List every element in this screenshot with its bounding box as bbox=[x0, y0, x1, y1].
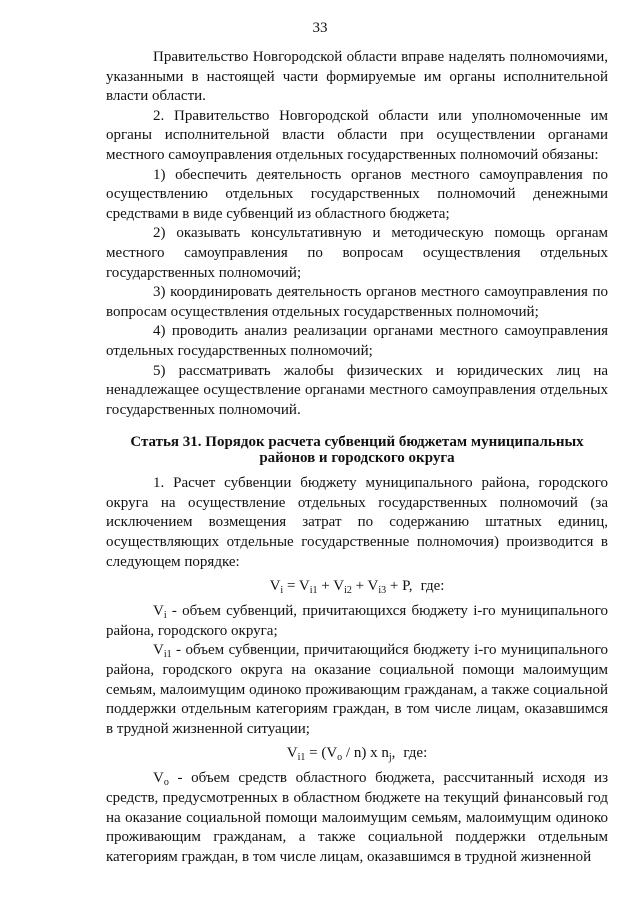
paragraph: 1. Расчет субвенции бюджету муниципального района, городского округа на осуществление отдельных государственных полномочий (за исключением возмещения затрат по содержанию штатных единиц, осуществляющих отдельные государственные полномочия) производится в следующем порядке: bbox=[106, 475, 608, 570]
list-item: 4) проводить анализ реализации органами местного самоуправления отдельных государственных полномочий; bbox=[106, 323, 608, 359]
list-item: 2) оказывать консультативную и методическую помощь органам местного самоуправления по вопросам осуществления отдельных государственных полномочий; bbox=[106, 225, 608, 281]
formula-symbol: V bbox=[298, 578, 310, 595]
formula-subscript: j bbox=[388, 752, 392, 764]
formula-operator: + bbox=[317, 578, 334, 595]
formula-symbol: V bbox=[286, 745, 298, 762]
definition-text: - объем средств областного бюджета, рассчитанный исходя из средств, предусмотренных в областном бюджете на текущий финансовый год на оказание социальной помощи малоимущим семьям, малоимущим одиноко проживающим гражданам, а также социальной поддержки отдельным категориям граждан, в том числе лицам, оказавшимся в трудной жизненной bbox=[106, 770, 608, 865]
definition-vi1 bbox=[106, 641, 608, 739]
formula-subscript: i1 bbox=[309, 585, 318, 597]
formula-operator: + bbox=[351, 578, 368, 595]
formula-subscript: i1 bbox=[297, 752, 306, 764]
formula-symbol: V bbox=[269, 578, 281, 595]
definition-text: - объем субвенций, причитающихся бюджету i-го муниципального района, городского округа; bbox=[106, 603, 608, 639]
definition-symbol: V bbox=[153, 770, 164, 787]
definition-subscript: i1 bbox=[163, 649, 172, 661]
formula-operator: = bbox=[283, 578, 299, 595]
formula-subscript: i2 bbox=[344, 585, 352, 597]
definition-subscript: o bbox=[163, 777, 169, 789]
list-item: 1) обеспечить деятельность органов местного самоуправления по осуществлению отдельных государственных полномочий денежными средствами в виде субвенций из областного бюджета; bbox=[106, 166, 608, 222]
formula-vi1 bbox=[106, 743, 608, 763]
formula-comma: , bbox=[391, 745, 396, 762]
paragraph: 2. Правительство Новгородской области или уполномоченные им органы исполнительной власти области при осуществлении органами местного самоуправления отдельных государственных полномочий обязаны: bbox=[106, 107, 608, 163]
definition-symbol: V bbox=[153, 642, 164, 659]
definition-vi bbox=[106, 602, 608, 641]
paragraph: Правительство Новгородской области вправе наделять полномочиями, указанными в настоящей части формируемые им органы исполнительной власти области. bbox=[106, 49, 608, 105]
page-number: 33 bbox=[312, 20, 328, 36]
formula-subscript: i bbox=[280, 585, 284, 597]
list-item: 5) рассматривать жалобы физических и юридических лиц на ненадлежащее осуществление органами местного самоуправления отдельных государственных полномочий. bbox=[106, 362, 608, 418]
definition-vo bbox=[106, 769, 608, 867]
formula-symbol: V bbox=[333, 578, 345, 595]
formula-subscript: i3 bbox=[378, 585, 387, 597]
definition-text: - объем субвенции, причитающийся бюджету i-го муниципального района, городского округа на оказание социальной помощи малоимущим семьям, малоимущим одиноко проживающим гражданам, а также социальной поддержки отдельным категориям граждан, в том числе лицам, оказавшимся в трудной жизненной ситуации; bbox=[106, 642, 608, 737]
formula-middle: = (V bbox=[305, 745, 338, 762]
section-gap bbox=[106, 420, 608, 434]
formula-tail: + P, bbox=[386, 578, 413, 595]
formula-subscript: o bbox=[337, 752, 343, 764]
list-item: 3) координировать деятельность органов местного самоуправления по вопросам осуществления отдельных государственных полномочий; bbox=[106, 284, 608, 320]
article-heading bbox=[106, 434, 608, 466]
document-body bbox=[106, 48, 608, 867]
formula-symbol: V bbox=[367, 578, 379, 595]
formula-vi bbox=[106, 576, 608, 596]
formula-rest: / n) x n bbox=[342, 745, 389, 762]
article-heading-line: Статья 31. Порядок расчета субвенций бюджетам муниципальных bbox=[130, 434, 584, 451]
formula-where: где: bbox=[420, 578, 445, 595]
article-heading-line: районов и городского округа bbox=[259, 450, 455, 467]
definition-symbol: V bbox=[153, 603, 164, 620]
definition-subscript: i bbox=[163, 610, 167, 622]
formula-where: где: bbox=[403, 745, 428, 762]
